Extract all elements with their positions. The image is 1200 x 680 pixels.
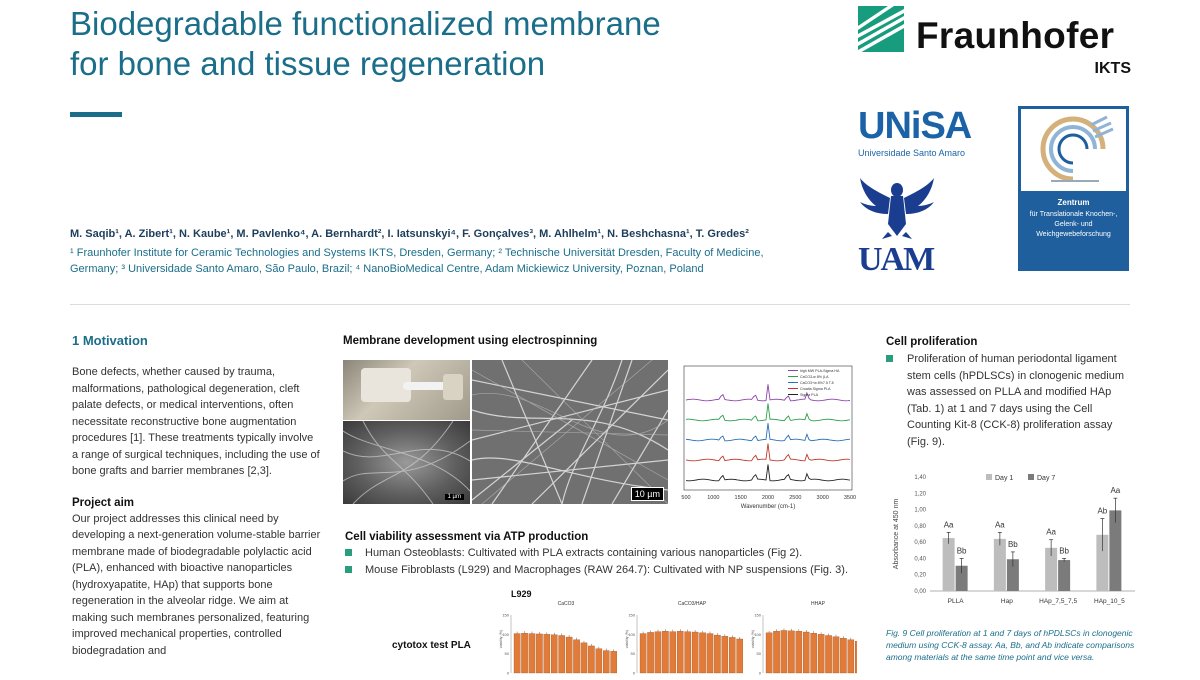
viability-bar bbox=[655, 632, 661, 673]
viability-ytick: 0 bbox=[632, 670, 635, 675]
viability-bar bbox=[848, 640, 854, 673]
spectrum-tick-label: 3000 bbox=[816, 495, 829, 501]
viability-ytick: 100 bbox=[754, 631, 761, 637]
proliferation-text: Proliferation of human periodontal ligament stem cells (hPDLSCs) in clonogenic medium was assessed on PLLA and modified HAp (Tab. 1) at 1 and 7 days using the Cell Counting Kit-8 (CCK-8) proliferation assay (Fig. 9). bbox=[886, 351, 1136, 450]
affiliation-line-1: ¹ Fraunhofer Institute for Ceramic Technologies and Systems IKTS, Dresden, Germany; ² Technische Universität Dresden, Faculty of Medicine, bbox=[70, 247, 764, 259]
viability-bar bbox=[766, 633, 772, 673]
zentrum-subtitle-2: Gelenk- und bbox=[1054, 221, 1093, 228]
prolif-ytick: 1,20 bbox=[914, 491, 926, 498]
viability-heading: Cell viability assessment via ATP production bbox=[345, 531, 589, 543]
spectrum-tick-label: 500 bbox=[681, 495, 691, 501]
ftir-spectra-chart bbox=[676, 362, 856, 512]
poster-title bbox=[70, 4, 830, 84]
spectrum-legend-entry: CaCO3-w 8% (LA bbox=[800, 375, 829, 379]
viability-bar bbox=[670, 632, 676, 673]
prolif-significance-label: Ab bbox=[1097, 506, 1108, 516]
viability-ytick: 150 bbox=[754, 612, 761, 618]
spectrum-tick-label: 1000 bbox=[707, 495, 720, 501]
prolif-significance-label: Aa bbox=[943, 520, 954, 530]
viability-bar bbox=[796, 631, 802, 673]
viability-bar bbox=[737, 639, 743, 673]
viability-bar bbox=[855, 641, 857, 673]
spectrum-legend-entry: Sigma PLA bbox=[800, 393, 818, 397]
fiber-mesh-photo bbox=[343, 421, 470, 504]
prolif-legend-entry: Day 1 bbox=[995, 475, 1014, 482]
affiliation-line-2: Germany; ³ Universidade Santo Amaro, São Paulo, Brazil; ⁴ NanoBioMedical Centre, Adam Mickiewicz University, Poznan, Poland bbox=[70, 263, 704, 275]
viability-bar bbox=[833, 637, 839, 673]
viability-bar bbox=[714, 635, 720, 673]
viability-bar bbox=[707, 634, 713, 673]
zentrum-emblem-panel bbox=[1021, 109, 1126, 191]
ftir-spectra-svg bbox=[676, 362, 856, 512]
viability-ytick: 0 bbox=[506, 670, 509, 675]
title-line-1: Biodegradable functionalized membrane bbox=[70, 5, 661, 42]
prolif-category-label: HAp_7,5_7,5 bbox=[1039, 598, 1078, 605]
viability-bar bbox=[722, 636, 728, 673]
viability-bar bbox=[677, 631, 683, 673]
viability-ylabel: viability (%) bbox=[625, 629, 629, 649]
l929-label: L929 bbox=[511, 589, 532, 599]
viability-ytick: 100 bbox=[628, 631, 635, 637]
uam-wordmark: UAM bbox=[858, 241, 934, 278]
prolif-ylabel: Absorbance at 450 nm bbox=[893, 498, 900, 570]
prolif-category-label: PLLA bbox=[947, 598, 964, 605]
viability-bar bbox=[773, 631, 779, 673]
spectrum-legend-entry: high MW PLA-Sigma HA bbox=[800, 369, 840, 373]
viability-ytick: 150 bbox=[502, 612, 509, 618]
viability-bar bbox=[811, 633, 817, 673]
prolif-category-label: HAp_10_5 bbox=[1094, 598, 1125, 605]
project-aim-heading: Project aim bbox=[72, 496, 134, 509]
fraunhofer-emblem-icon bbox=[858, 6, 904, 52]
sem-image bbox=[472, 360, 668, 504]
viability-bar bbox=[521, 633, 527, 673]
viability-bar bbox=[596, 649, 602, 673]
cytotox-title: cytotox test PLA bbox=[392, 640, 471, 651]
spectrum-tick-label: 3500 bbox=[843, 495, 856, 501]
viability-bar bbox=[559, 635, 565, 673]
prolif-legend-swatch bbox=[1028, 474, 1034, 480]
viability-ytick: 50 bbox=[756, 651, 761, 657]
viability-bar bbox=[825, 635, 831, 673]
viability-panels bbox=[497, 597, 857, 675]
viability-bar bbox=[699, 633, 705, 673]
viability-bar bbox=[662, 631, 668, 673]
affiliations bbox=[70, 245, 830, 277]
viability-panel-title: HHAP bbox=[811, 601, 825, 607]
viability-bar bbox=[544, 634, 550, 673]
viability-bar bbox=[536, 634, 542, 673]
unisa-subtitle: Universidade Santo Amaro bbox=[858, 148, 966, 158]
header-divider bbox=[70, 304, 1130, 305]
prolif-significance-label: Aa bbox=[994, 520, 1005, 530]
prolif-significance-label: Aa bbox=[1046, 527, 1057, 537]
viability-ytick: 50 bbox=[630, 651, 635, 657]
zentrum-subtitle-1: für Translationale Knochen-, bbox=[1029, 211, 1118, 218]
viability-bar bbox=[685, 632, 691, 673]
eagle-icon bbox=[858, 176, 936, 240]
viability-ytick: 0 bbox=[758, 670, 761, 675]
proliferation-chart bbox=[886, 466, 1146, 616]
proliferation-heading: Cell proliferation bbox=[886, 336, 978, 348]
viability-ytick: 100 bbox=[502, 631, 509, 637]
viability-ylabel: viability (%) bbox=[499, 629, 503, 649]
proliferation-caption: Fig. 9 Cell proliferation at 1 and 7 days of hPDLSCs in clonogenic medium using CCK-8 assay. Aa, Bb, and Ab indicate comparisons among materials at the same time point and vice versa. bbox=[886, 628, 1135, 662]
prolif-legend-entry: Day 7 bbox=[1037, 475, 1056, 482]
prolif-bar bbox=[943, 538, 955, 591]
prolif-ytick: 0,80 bbox=[914, 523, 926, 530]
viability-bar bbox=[803, 632, 809, 673]
title-line-2: for bone and tissue regeneration bbox=[70, 45, 546, 82]
fiber-mesh-texture bbox=[343, 421, 470, 504]
viability-section bbox=[345, 531, 885, 578]
prolif-significance-label: Bb bbox=[1059, 546, 1070, 556]
motivation-column bbox=[72, 333, 322, 659]
project-aim-text: Our project addresses this clinical need by developing a next-generation volume-stable barrier membrane made of biodegradable polylactic acid (PLA), enhanced with bioactive nanoparticles (hydroxyapatite, HAp) that supports bone regeneration in the alveolar ridge. We aim at making such membranes personalized, featuring improved mechanical properties, controlled biodegradation and bbox=[72, 512, 321, 657]
viability-panels-svg bbox=[497, 597, 857, 675]
spectrum-tick-label: 2500 bbox=[789, 495, 802, 501]
fiber-photo-scale: 1 µm bbox=[445, 494, 464, 500]
viability-ytick: 150 bbox=[628, 612, 635, 618]
zentrum-emblem-icon bbox=[1021, 109, 1126, 191]
uam-logo bbox=[858, 176, 938, 278]
fraunhofer-institute: IKTS bbox=[1094, 60, 1131, 77]
viability-panel-title: CaCO3/HAP bbox=[677, 601, 707, 607]
prolif-legend-swatch bbox=[986, 474, 992, 480]
viability-bar bbox=[603, 651, 609, 673]
prolif-category-label: Hap bbox=[1000, 598, 1013, 605]
viability-bar bbox=[514, 634, 520, 673]
viability-bar bbox=[781, 630, 787, 673]
viability-bar bbox=[729, 637, 735, 673]
prolif-bar bbox=[994, 539, 1006, 591]
motivation-text: Bone defects, whether caused by trauma, malformations, pathological degeneration, cleft palate defects, or medical interventions, often necessitate reconstructive bone augmentation procedures [1]. These treatments typically involve a range of surgical techniques, including the use of bone grafts and barrier membranes [2,3]. bbox=[72, 366, 320, 477]
fraunhofer-logo bbox=[858, 6, 1133, 86]
motivation-heading: 1 Motivation bbox=[72, 333, 148, 348]
prolif-bar bbox=[1058, 560, 1070, 591]
viability-bar bbox=[573, 640, 579, 673]
proliferation-column bbox=[886, 336, 1136, 450]
proliferation-chart-svg bbox=[886, 466, 1146, 616]
prolif-ytick: 1,40 bbox=[914, 475, 926, 481]
prolif-ytick: 0,40 bbox=[914, 556, 926, 563]
spectrum-legend-entry: CaCO3+w 8%7.5 T.8 bbox=[800, 381, 834, 385]
zentrum-title: Zentrum bbox=[1057, 198, 1090, 207]
sem-fiber-texture bbox=[472, 360, 668, 504]
viability-panel-title: CaCO3 bbox=[557, 601, 575, 607]
spectrum-legend-entry: Croatia Sigma PLA bbox=[800, 387, 831, 391]
apparatus-collector bbox=[443, 374, 463, 400]
viability-bar bbox=[551, 635, 557, 673]
viability-bullet-osteoblasts: Human Osteoblasts: Cultivated with PLA extracts containing various nanoparticles (Fig 2). bbox=[345, 545, 885, 562]
viability-bar bbox=[818, 634, 824, 673]
prolif-ytick: 0,00 bbox=[914, 589, 926, 595]
zentrum-subtitle-3: Weichgewebeforschung bbox=[1036, 231, 1111, 238]
spectra-xlabel: Wavenumber (cm-1) bbox=[740, 504, 796, 510]
fraunhofer-wordmark: Fraunhofer bbox=[916, 15, 1115, 56]
viability-bar bbox=[647, 632, 653, 673]
title-accent-bar bbox=[70, 112, 122, 117]
viability-bar bbox=[611, 651, 617, 673]
viability-bar bbox=[529, 634, 535, 673]
viability-bar bbox=[840, 638, 846, 673]
spectrum-tick-label: 2000 bbox=[761, 495, 775, 501]
viability-bullet-fibroblasts: Mouse Fibroblasts (L929) and Macrophages (RAW 264.7): Cultivated with NP suspensions (Fig. 3). bbox=[345, 562, 885, 579]
viability-bar bbox=[788, 631, 794, 673]
prolif-significance-label: Aa bbox=[1110, 486, 1121, 496]
viability-bar bbox=[588, 646, 594, 673]
prolif-significance-label: Bb bbox=[956, 546, 967, 556]
membrane-heading: Membrane development using electrospinning bbox=[343, 335, 598, 347]
sem-scale-label: 10 µm bbox=[631, 487, 664, 501]
prolif-significance-label: Bb bbox=[1007, 539, 1018, 549]
unisa-wordmark: UNiSA bbox=[858, 105, 972, 147]
zentrum-logo bbox=[1018, 106, 1129, 271]
viability-ylabel: viability (%) bbox=[751, 629, 755, 649]
viability-bar bbox=[566, 637, 572, 673]
viability-bar bbox=[640, 634, 646, 673]
viability-bar bbox=[692, 632, 698, 673]
prolif-ytick: 1,00 bbox=[914, 507, 926, 514]
electrospinning-setup-photo bbox=[343, 360, 470, 420]
unisa-logo bbox=[858, 106, 988, 162]
viability-ytick: 50 bbox=[504, 651, 509, 657]
prolif-ytick: 0,20 bbox=[914, 572, 926, 579]
spectrum-tick-label: 1500 bbox=[734, 495, 747, 501]
viability-bar bbox=[581, 643, 587, 673]
prolif-ytick: 0,60 bbox=[914, 540, 926, 547]
author-list: M. Saqib¹, A. Zibert¹, N. Kaube¹, M. Pavlenko⁴, A. Bernhardt², I. Iatsunskyi⁴, F. Gonçalves³, M. Ahlhelm¹, N. Beshchasna¹, T. Gredes² bbox=[70, 228, 749, 240]
